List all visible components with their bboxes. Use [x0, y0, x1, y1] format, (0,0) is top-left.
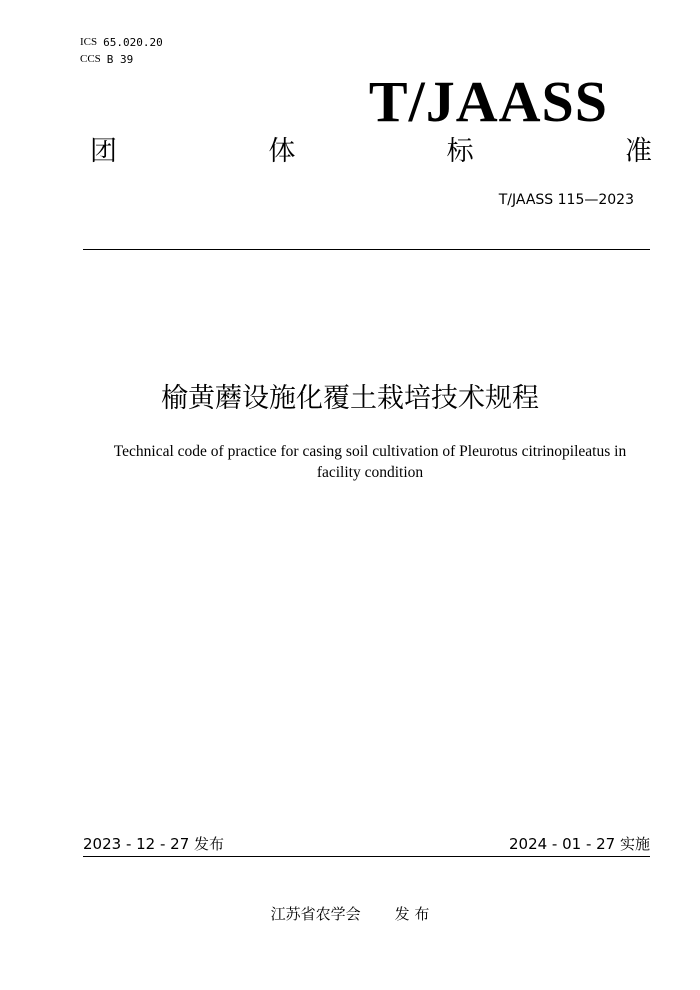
publisher-name: 江苏省农学会: [270, 905, 361, 923]
implementation-date: 2024 - 01 - 27 实施: [508, 835, 650, 853]
ccs-row: [80, 51, 163, 68]
ics-row: [80, 34, 163, 51]
top-divider: [83, 249, 650, 250]
standard-number: T/JAASS 115—2023: [498, 192, 634, 208]
ics-code: 65.020.20: [103, 36, 163, 49]
standard-type-char: 团: [90, 136, 117, 167]
issue-date: 2023 - 12 - 27 发布: [83, 835, 225, 853]
publisher-action: 发 布: [394, 905, 430, 923]
ics-label: ICS: [80, 36, 98, 48]
classification-block: [80, 34, 163, 68]
ccs-code: B 39: [106, 53, 134, 66]
standard-type-char: 标: [446, 136, 474, 167]
standard-type-char: 准: [624, 136, 652, 167]
bottom-divider: [83, 856, 650, 857]
title-english: Technical code of practice for casing soil cultivation of Pleurotus citrinopileatus in facility condition: [113, 443, 627, 481]
standard-type: [90, 134, 652, 170]
org-logo: T/JAASS: [368, 69, 608, 134]
standard-type-char: 体: [268, 136, 296, 167]
title-chinese: 榆黄蘑设施化覆土栽培技术规程: [161, 383, 539, 414]
ccs-label: CCS: [80, 53, 101, 65]
publisher-line: [0, 904, 700, 924]
